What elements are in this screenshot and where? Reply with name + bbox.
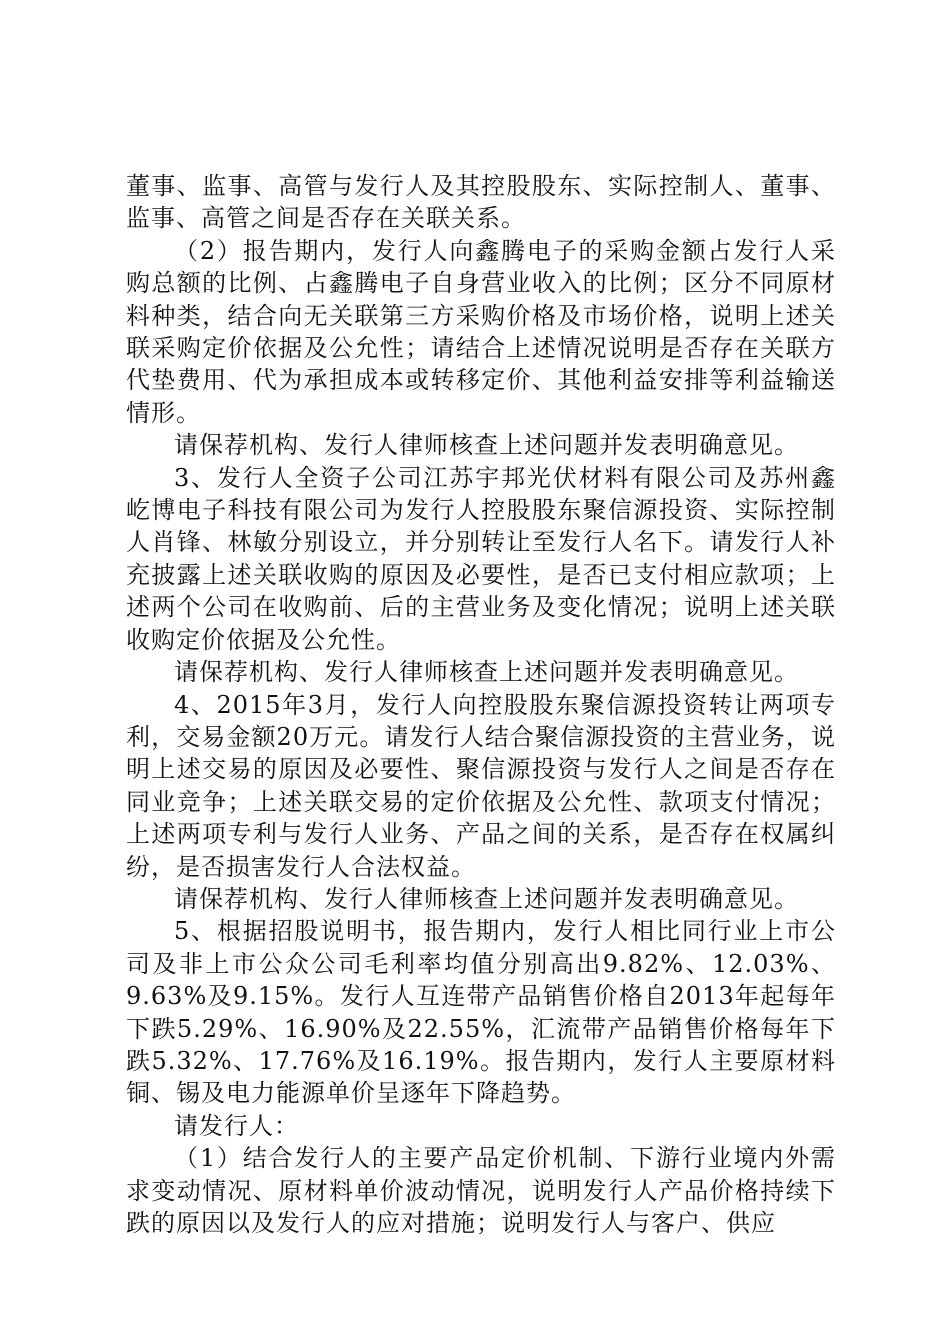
- paragraph-item-1-pricing: （1）结合发行人的主要产品定价机制、下游行业境内外需求变动情况、原材料单价波动情况，说明发行人产品价格持续下跌的原因以及发行人的应对措施；说明发行人与客户、供应: [126, 1144, 836, 1237]
- paragraph-verification-request-1: 请保荐机构、发行人律师核查上述问题并发表明确意见。: [174, 431, 799, 460]
- paragraph-question-4-patents: 4、2015年3月，发行人向控股股东聚信源投资转让两项专利，交易金额20万元。请发行人结合聚信源投资的主营业务，说明上述交易的原因及必要性、聚信源投资与发行人之间是否存在同业竞争；上述关联交易的定价依据及公允性、款项支付情况；上述两项专利与发行人业务、产品之间的关系，是否存在权属纠纷，是否损害发行人合法权益。: [126, 690, 836, 881]
- document-page: [126, 170, 836, 1239]
- paragraph-item-2-procurement: （2）报告期内，发行人向鑫腾电子的采购金额占发行人采购总额的比例、占鑫腾电子自身营业收入的比例；区分不同原材料种类，结合向无关联第三方采购价格及市场价格，说明上述关联采购定价依据及公允性；请结合上述情况说明是否存在关联方代垫费用、代为承担成本或转移定价、其他利益安排等利益输送情形。: [126, 236, 836, 427]
- paragraph-verification-request-2: 请保荐机构、发行人律师核查上述问题并发表明确意见。: [174, 658, 799, 687]
- paragraph-issuer-request: 请发行人：: [174, 1111, 299, 1140]
- paragraph-question-5-gross-margin: 5、根据招股说明书，报告期内，发行人相比同行业上市公司及非上市公众公司毛利率均值分别高出9.82%、12.03%、9.63%及9.15%。发行人互连带产品销售价格自2013年起每年下跌5.29%、16.90%及22.55%，汇流带产品销售价格每年下跌5.32%、17.76%及16.19%。报告期内，发行人主要原材料铜、锡及电力能源单价呈逐年下降趋势。: [126, 917, 836, 1108]
- paragraph-question-3-acquisition: 3、发行人全资子公司江苏宇邦光伏材料有限公司及苏州鑫屹博电子科技有限公司为发行人控股股东聚信源投资、实际控制人肖锋、林敏分别设立，并分别转让至发行人名下。请发行人补充披露上述关联收购的原因及必要性，是否已支付相应款项；上述两个公司在收购前、后的主营业务及变化情况；说明上述关联收购定价依据及公允性。: [126, 463, 836, 654]
- paragraph-verification-request-3: 请保荐机构、发行人律师核查上述问题并发表明确意见。: [174, 884, 799, 913]
- paragraph-related-party-continuation: 董事、监事、高管与发行人及其控股股东、实际控制人、董事、监事、高管之间是否存在关联关系。: [126, 172, 836, 233]
